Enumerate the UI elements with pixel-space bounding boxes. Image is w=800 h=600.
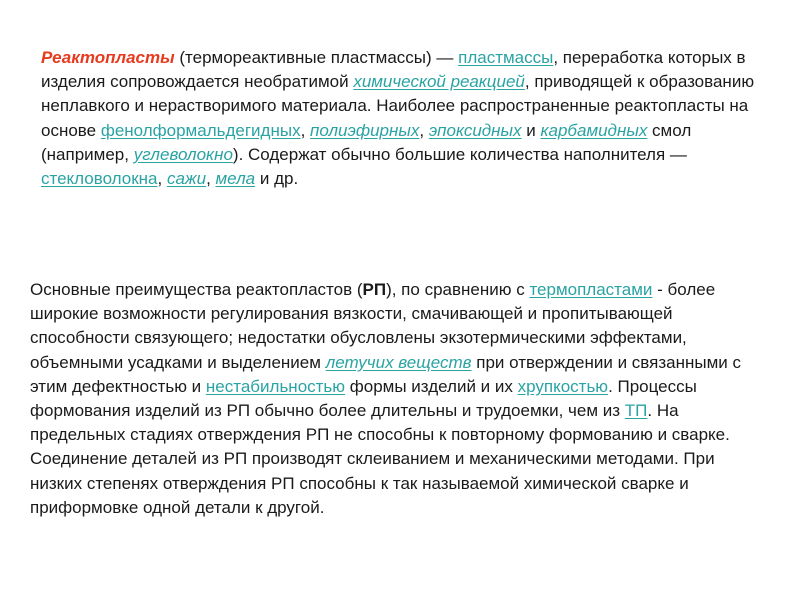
link-plastics[interactable]: пластмассы [458, 48, 554, 67]
text-segment: формы изделий и их [345, 376, 518, 396]
link-chemical-reaction[interactable]: химической реакцией [353, 72, 525, 92]
text-segment: - более широкие возможности регулирования вязкости, смачивающей и пропитывающей способности связующего; недостатки обусловлены экзотермическими эффектами, объемными усадками и выделением [30, 280, 716, 372]
text-segment: , [157, 169, 167, 189]
link-carbon-fiber[interactable]: углеволокно [133, 144, 233, 164]
link-brittleness[interactable]: хрупкостью [517, 376, 609, 396]
text-segment: , [206, 169, 216, 189]
text-segment: ), по сравнению с [386, 280, 530, 299]
text-segment: Основные преимущества реактопластов ( [30, 280, 363, 299]
text-segment: и [521, 120, 541, 140]
link-polyester[interactable]: полиэфирных [310, 120, 420, 140]
text-segment: , переработка которых в изделия сопровождается необратимой [41, 48, 746, 92]
definition-paragraph [41, 46, 761, 191]
link-instability[interactable]: нестабильностью [205, 376, 346, 396]
link-glass-fiber[interactable]: стекловолокна [41, 169, 158, 189]
link-tp[interactable]: ТП [624, 401, 648, 421]
text-segment: ). Содержат обычно большие количества наполнителя — [232, 144, 687, 164]
text-segment: (термореактивные пластмассы) — [174, 48, 459, 67]
advantages-paragraph [30, 278, 770, 520]
link-chalk[interactable]: мела [215, 169, 256, 189]
text-segment: . Процессы формования изделий из РП обычно более длительны и трудоемки, чем из [30, 376, 697, 421]
text-segment: . На предельных стадиях отверждения РП не способны к повторному формованию и сварке. Соединение деталей из РП производят склеиванием и механическими методами. При низких степенях отверждения РП способны к так называемой химической сварке и приформовке одной детали к другой. [30, 401, 730, 517]
abbreviation-rp: РП [362, 280, 387, 299]
link-phenol-formaldehyde[interactable]: фенолформальдегидных [100, 120, 301, 140]
link-thermoplastics[interactable]: термопластами [529, 280, 653, 299]
text-segment: , [419, 120, 429, 140]
link-volatile-substances[interactable]: летучих веществ [325, 352, 472, 372]
link-soot[interactable]: сажи [166, 169, 207, 189]
text-segment: при отверждении и связанными с этим дефектностью и [30, 352, 742, 396]
term-reactoplasts: Реактопласты [41, 48, 175, 67]
text-segment: и др. [255, 169, 299, 189]
text-segment: , приводящей к образованию неплавкого и нерастворимого материала. Наиболее распространенные реактопласты на основе [41, 72, 755, 140]
link-carbamide[interactable]: карбамидных [540, 120, 648, 140]
text-segment: смол (например, [41, 120, 692, 164]
text-segment: , [300, 120, 311, 140]
link-epoxy[interactable]: эпоксидных [428, 120, 522, 140]
